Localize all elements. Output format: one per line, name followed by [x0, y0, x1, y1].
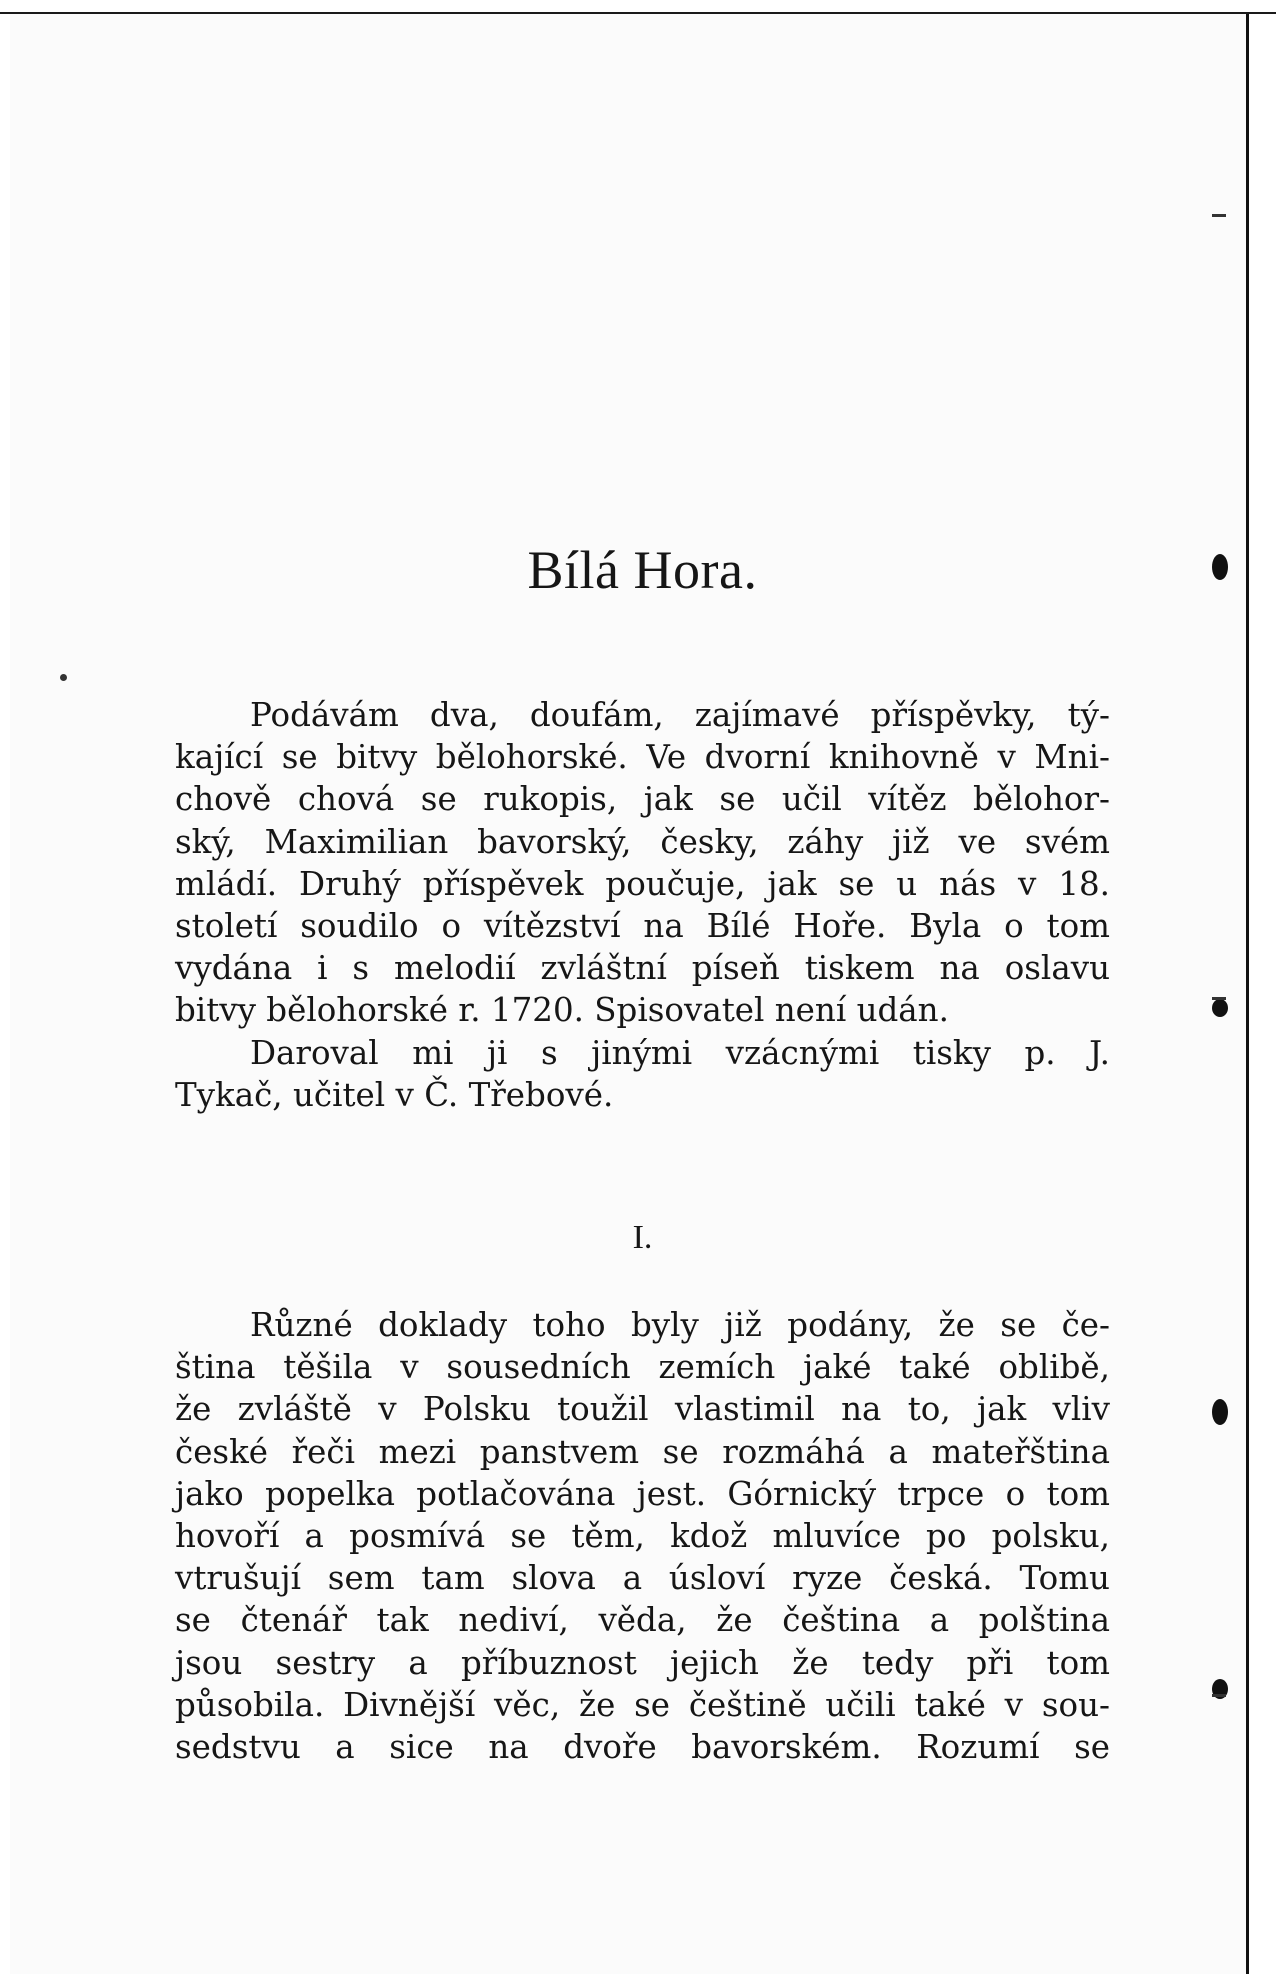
text-line: bitvy bělohorské r. 1720. Spisovatel není udán. [175, 991, 949, 1030]
text-line: mládí. Druhý příspěvek poučuje, jak se u nás v 18. [175, 864, 1110, 903]
binding-mark [1212, 1399, 1228, 1425]
text-line: hovoří a posmívá se těm, kdož mluvíce po polsku, [175, 1516, 1110, 1555]
binding-mark [1212, 999, 1228, 1017]
text-line: vtrušují sem tam slova a úsloví ryze česká. Tomu [175, 1559, 1110, 1598]
text-line: ský, Maximilian bavorský, česky, záhy již ve svém [175, 822, 1110, 861]
text-line: sedstvu a sice na dvoře bavorském. Rozumí se [175, 1727, 1110, 1766]
edge-tick [1212, 214, 1226, 217]
edge-tick [1212, 1694, 1226, 1697]
book-page [10, 14, 1249, 1974]
text-line: kající se bitvy bělohorské. Ve dvorní knihovně v Mni- [175, 738, 1110, 777]
text-line: jsou sestry a příbuznost jejich že tedy při tom [175, 1643, 1110, 1682]
top-edge-rule [0, 0, 1276, 14]
text-line: české řeči mezi panstvem se rozmáhá a mateřština [175, 1432, 1110, 1471]
text-line: Daroval mi ji s jinými vzácnými tisky p. J. [250, 1033, 1110, 1072]
text-line: Různé doklady toho byly již podány, že se če- [250, 1306, 1110, 1344]
binding-mark [1212, 554, 1228, 580]
text-line: působila. Divnější věc, že se češtině učili také v sou- [175, 1685, 1110, 1724]
text-line: Tykač, učitel v Č. Třebové. [175, 1075, 614, 1114]
section-paragraph [175, 1304, 1110, 1768]
text-line: vydána i s melodií zvláštní píseň tiskem na oslavu [175, 949, 1110, 988]
text-line: století soudilo o vítězství na Bílé Hoře. Byla o tom [175, 906, 1110, 945]
text-line: ština těšila v sousedních zemích jaké také oblibě, [175, 1348, 1110, 1387]
text-line: jako popelka potlačována jest. Górnický trpce o tom [175, 1474, 1110, 1513]
section-numeral: I. [632, 1219, 653, 1256]
stray-ink-dot [60, 674, 67, 681]
text-line: se čtenář tak nediví, věda, že čeština a polština [175, 1601, 1110, 1640]
edge-tick [1212, 997, 1226, 1000]
intro-paragraph [175, 694, 1110, 1116]
chapter-title: Bílá Hora. [527, 540, 758, 600]
text-line: chově chová se rukopis, jak se učil vítěz bělohor- [175, 780, 1110, 819]
text-line: že zvláště v Polsku toužil vlastimil na to, jak vliv [175, 1390, 1110, 1429]
text-line: Podávám dva, doufám, zajímavé příspěvky, tý- [250, 696, 1110, 734]
